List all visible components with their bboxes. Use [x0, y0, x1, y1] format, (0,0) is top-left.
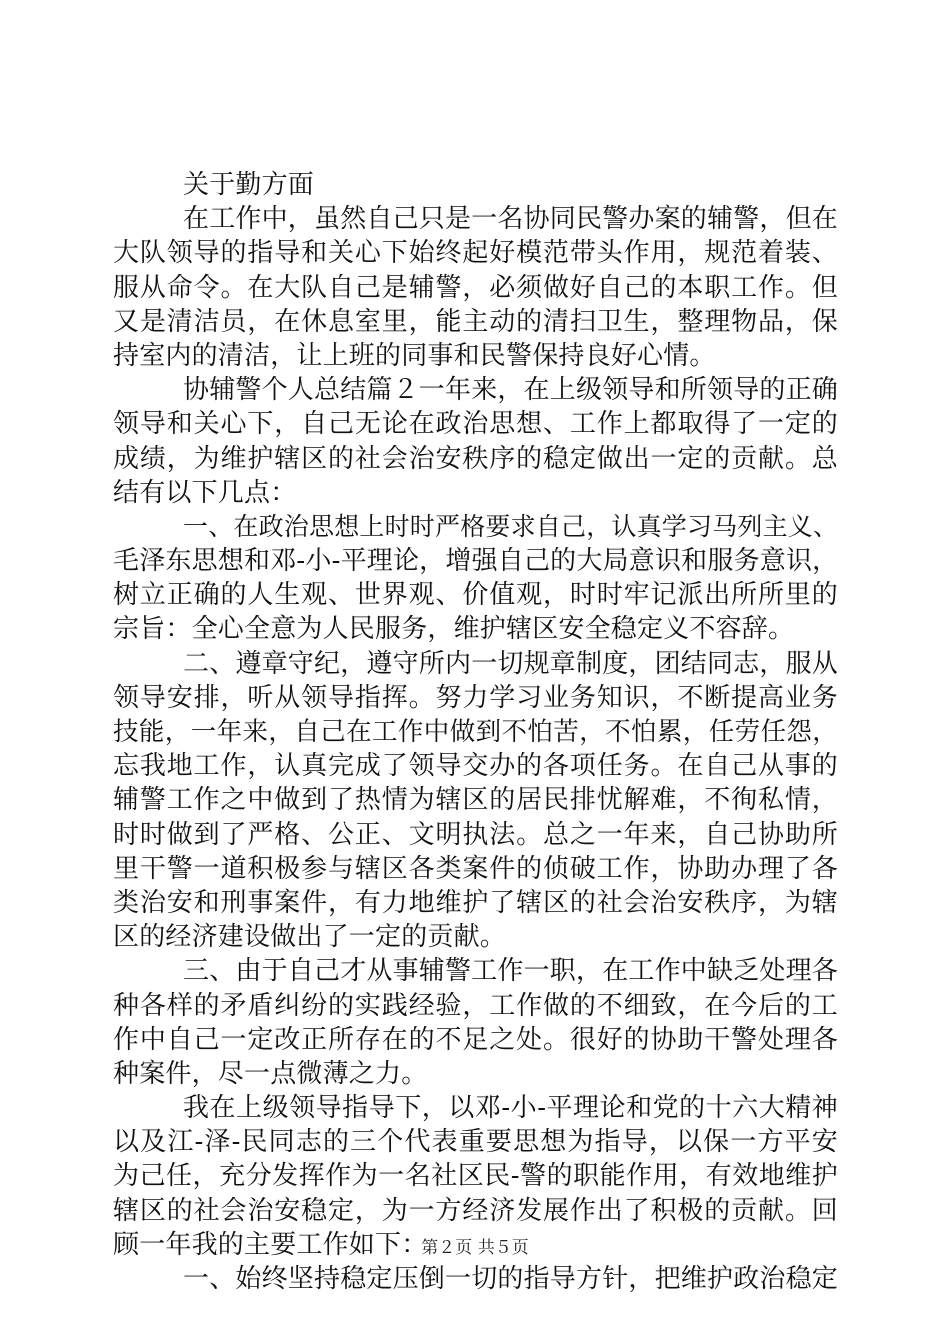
text-line: 技能，一年来，自己在工作中做到不怕苦，不怕累，任劳任怨， — [113, 717, 838, 747]
text-line: 里干警一道积极参与辖区各类案件的侦破工作，协助办理了各 — [113, 853, 838, 884]
text-line: 辅警工作之中做到了热情为辖区的居民排忧解难，不徇私情， — [113, 785, 838, 816]
text-line: 区的经济建设做出了一定的贡献。 — [113, 922, 507, 953]
text-line: 树立正确的人生观、世界观、价值观，时时牢记派出所所里的 — [113, 580, 838, 611]
text-line: 类治安和刑事案件，有力地维护了辖区的社会治安秩序，为辖 — [113, 887, 838, 918]
document-body — [113, 168, 838, 1296]
text-line: 协辅警个人总结篇２一年来，在上级领导和所领导的正确 — [183, 375, 839, 406]
text-line: 毛泽东思想和邓-小-平理论，增强自己的大局意识和服务意识， — [113, 546, 839, 577]
text-line: 为己任，充分发挥作为一名社区民-警的职能作用，有效地维护 — [113, 1161, 838, 1192]
text-line: 在工作中，虽然自己只是一名协同民警办案的辅警，但在 — [183, 204, 839, 235]
text-line: 结有以下几点： — [113, 477, 297, 508]
text-line: 以及江-泽-民同志的三个代表重要思想为指导，以保一方平安 — [113, 1127, 838, 1158]
text-line: 一、始终坚持稳定压倒一切的指导方针，把维护政治稳定 — [183, 1264, 839, 1294]
text-line: 时时做到了严格、公正、文明执法。总之一年来，自己协助所 — [113, 819, 838, 850]
text-line: 领导安排，听从领导指挥。努力学习业务知识，不断提高业务 — [113, 682, 838, 713]
text-line: 关于勤方面 — [183, 170, 315, 200]
text-line: 作中自己一定改正所存在的不足之处。很好的协助干警处理各 — [113, 1024, 838, 1055]
text-line: 二、遵章守纪，遵守所内一切规章制度，团结同志，服从 — [183, 648, 839, 679]
text-line: 一、在政治思想上时时严格要求自己，认真学习马列主义、 — [183, 511, 839, 541]
text-line: 成绩，为维护辖区的社会治安秩序的稳定做出一定的贡献。总 — [113, 443, 838, 474]
text-line: 三、由于自己才从事辅警工作一职，在工作中缺乏处理各 — [183, 956, 839, 987]
text-line: 我在上级领导指导下，以邓-小-平理论和党的十六大精神 — [183, 1093, 838, 1124]
page-footer: 第２页 共５页 — [421, 1238, 529, 1258]
text-line: 大队领导的指导和关心下始终起好模范带头作用，规范着装、 — [113, 238, 838, 269]
text-line: 又是清洁员，在休息室里，能主动的清扫卫生，整理物品，保 — [113, 306, 838, 337]
text-line: 顾一年我的主要工作如下： — [113, 1229, 428, 1260]
text-line: 种各样的矛盾纠纷的实践经验，工作做的不细致，在今后的工 — [113, 990, 838, 1021]
text-line: 种案件，尽一点微薄之力。 — [113, 1058, 428, 1089]
text-line: 辖区的社会治安稳定，为一方经济发展作出了积极的贡献。回 — [113, 1195, 838, 1226]
text-line: 持室内的清洁，让上班的同事和民警保持良好心情。 — [113, 340, 716, 371]
text-line: 宗旨：全心全意为人民服务，维护辖区安全稳定义不容辞。 — [113, 614, 795, 645]
text-line: 领导和关心下，自己无论在政治思想、工作上都取得了一定的 — [113, 409, 838, 440]
text-line: 忘我地工作，认真完成了领导交办的各项任务。在自己从事的 — [113, 751, 838, 782]
text-line: 服从命令。在大队自己是辅警，必须做好自己的本职工作。但 — [113, 272, 838, 303]
